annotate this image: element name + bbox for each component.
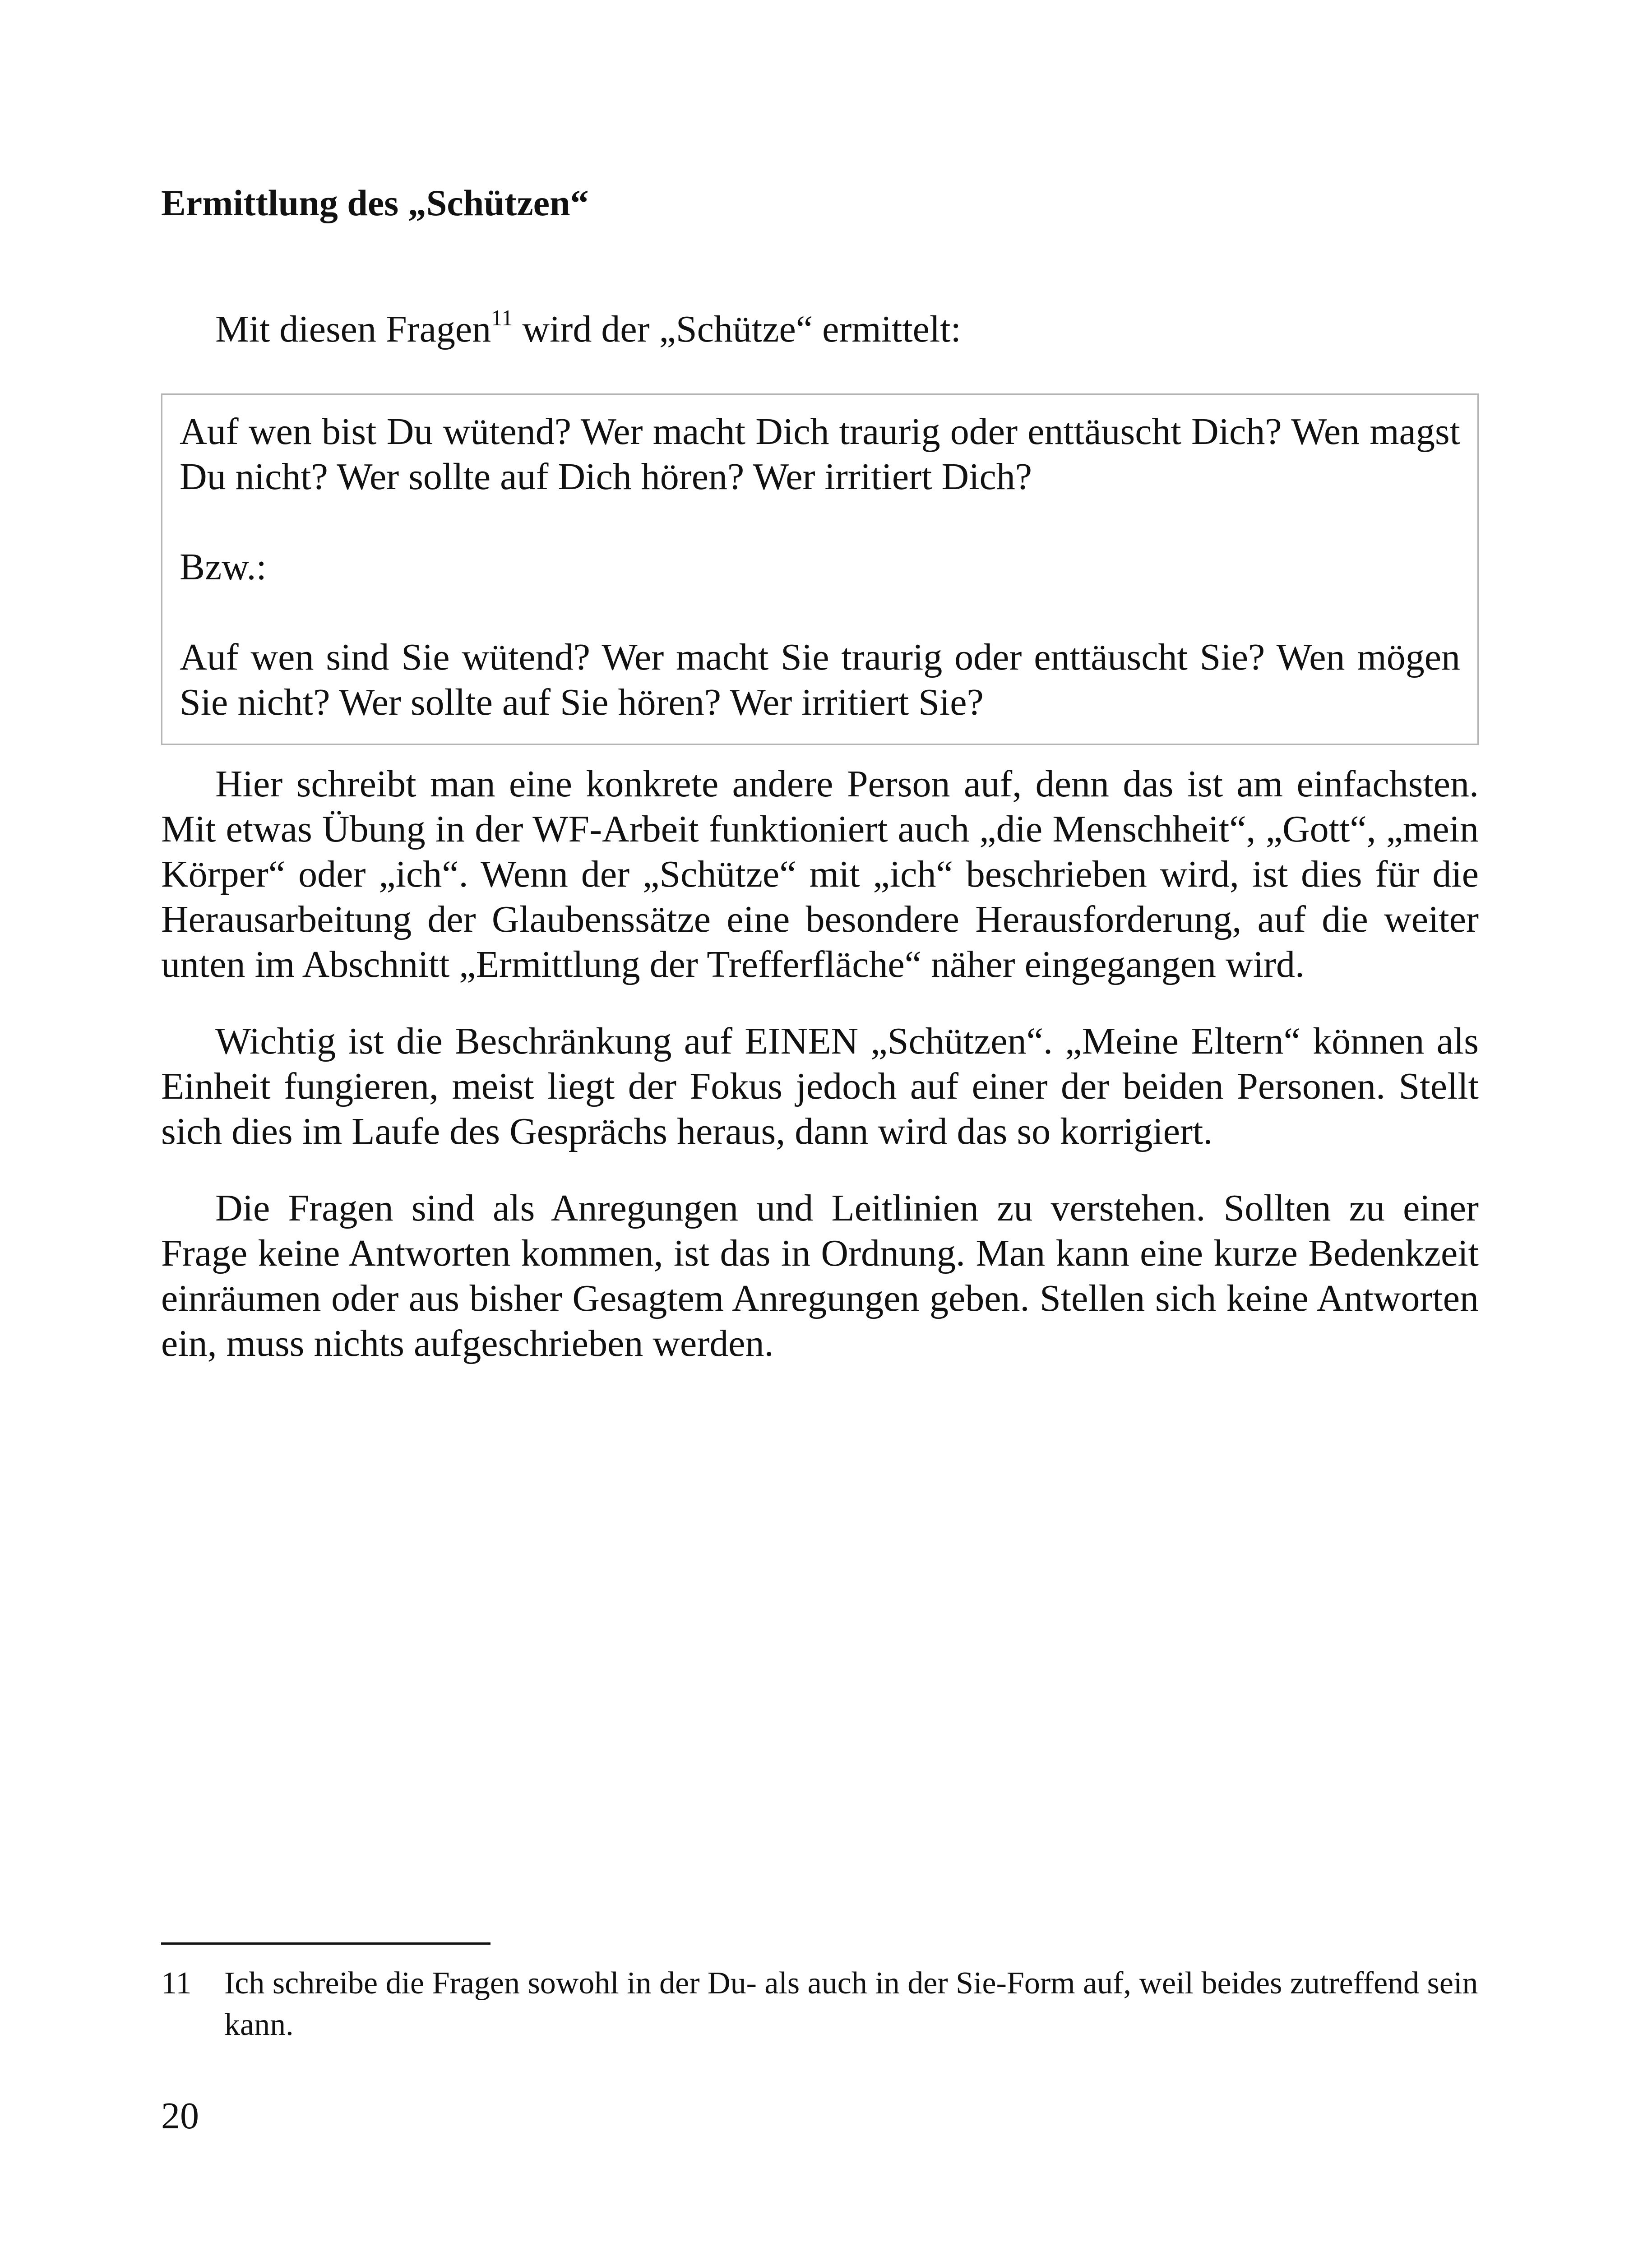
body-text bbox=[161, 762, 1479, 1398]
footnote-text: Ich schreibe die Fragen sowohl in der Du- als auch in der Sie-Form auf, weil beides zutreffend sein kann. bbox=[224, 1966, 1478, 2042]
section-heading: Ermittlung des „Schützen“ bbox=[161, 182, 589, 223]
intro-text-after: wird der „Schütze“ ermittelt: bbox=[513, 308, 961, 350]
questions-sie-form: Auf wen sind Sie wütend? Wer macht Sie traurig oder enttäuscht Sie? Wen mögen Sie nicht? Wer sollte auf Sie hören? Wer irritiert Sie? bbox=[180, 636, 1460, 723]
question-box bbox=[161, 393, 1479, 745]
body-paragraph-3: Die Fragen sind als Anregungen und Leitlinien zu verstehen. Sollten zu einer Frage keine Antworten kommen, ist das in Ordnung. Man kann eine kurze Bedenkzeit einräumen oder aus bisher Gesagtem Anregungen geben. Stellen sich keine Antworten ein, muss nichts aufgeschrieben werden. bbox=[161, 1187, 1479, 1364]
footnote-number: 11 bbox=[161, 1966, 192, 2001]
questions-du-form: Auf wen bist Du wütend? Wer macht Dich traurig oder enttäuscht Dich? Wen magst Du nicht? Wer sollte auf Dich hören? Wer irritiert Dich? bbox=[180, 411, 1460, 498]
body-paragraph-1: Hier schreibt man eine konkrete andere Person auf, denn das ist am einfachsten. Mit etwas Übung in der WF-Arbeit funktioniert auch „die Menschheit“, „Gott“, „mein Körper“ oder „ich“. Wenn der „Schütze“ mit „ich“ beschrieben wird, ist dies für die Herausarbeitung der Glaubenssätze eine besondere Herausforderung, auf die weiter unten im Abschnitt „Ermittlung der Trefferfläche“ näher eingegangen wird. bbox=[161, 763, 1479, 985]
body-paragraph-2: Wichtig ist die Beschränkung auf EINEN „Schützen“. „Meine Eltern“ können als Einheit fungieren, meist liegt der Fokus jedoch auf einer der beiden Personen. Stellt sich dies im Laufe des Gesprächs heraus, dann wird das so korrigiert. bbox=[161, 1020, 1479, 1152]
footnote-divider bbox=[161, 1942, 491, 1945]
page-number: 20 bbox=[161, 2095, 199, 2137]
questions-separator: Bzw.: bbox=[180, 546, 267, 588]
footnote-reference[interactable]: 11 bbox=[491, 305, 513, 330]
intro-text-before: Mit diesen Fragen bbox=[215, 308, 491, 350]
intro-paragraph bbox=[161, 307, 1479, 352]
